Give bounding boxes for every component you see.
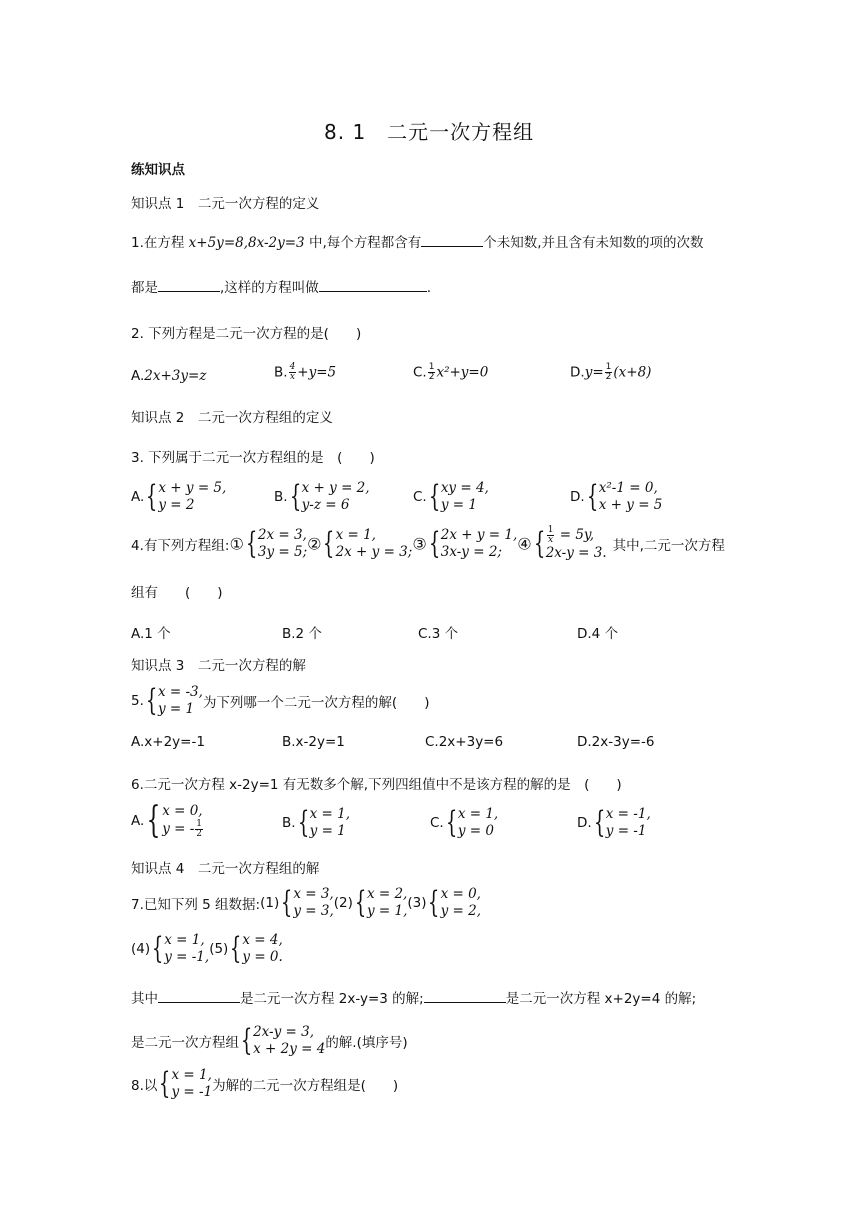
option-4c: C.3 个 (418, 626, 459, 642)
question-6-stem: 6.二元一次方程 x-2y=1 有无数多个解,下列四组值中不是该方程的解的是 ( ) (131, 777, 622, 793)
question-1-line-1: 1.在方程 x+5y=8,8x-2y=3 中,每个方程都含有 个未知数,并且含有未知数的项的次数 (131, 235, 704, 251)
option-2a: A.2x+3y=z (131, 368, 207, 384)
option-6d: D. { x = -1, y = -1 (577, 805, 651, 840)
blank[interactable] (421, 234, 483, 247)
option-6b: B. { x = 1, y = 1 (282, 805, 351, 840)
question-7-line-1: 7.已知下列 5 组数据:(1) { x = 3, y = 3, (2) { x = 2, y = 1, (3) { x = 0, y = 2, (131, 885, 481, 920)
option-2d: D.y= $\frac{1}{2}$ (x+8) (570, 362, 652, 382)
blank[interactable] (424, 990, 506, 1003)
option-2c: C. $\frac{1}{2}$ x²+y=0 (413, 362, 489, 382)
option-3d: D. { x²-1 = 0, x + y = 5 (570, 479, 663, 514)
option-4a: A.1 个 (131, 626, 171, 642)
question-8-stem: 8.以 { x = 1, y = -1 为解的二元一次方程组是( ) (131, 1066, 399, 1101)
section-heading: 练知识点 (131, 162, 185, 178)
question-7-line-2: (4) { x = 1, y = -1, (5) { x = 4, y = 0. (131, 931, 283, 966)
question-1-line-2: 都是 ,这样的方程叫做 . (131, 280, 432, 296)
option-2b: B. $\frac{4}{x}$ +y=5 (274, 362, 337, 382)
question-3-stem: 3. 下列属于二元一次方程组的是 ( ) (131, 450, 375, 466)
blank[interactable] (158, 990, 240, 1003)
knowledge-point-3: 知识点 3 二元一次方程的解 (131, 658, 306, 674)
question-5-stem: 5. { x = -3, y = 1 为下列哪一个二元一次方程的解( ) (131, 683, 430, 718)
knowledge-point-1: 知识点 1 二元一次方程的定义 (131, 196, 320, 212)
question-4-line-1: 4.有下列方程组:① { 2x = 3, 3y = 5; ② { x = 1, 2x + y = 3; ③ { 2x + y = 1, 3x-y = 2; ④ { $\frac{1}{x}$ = 5y, 2x-y = 3. 其中,二元一次方程 (131, 525, 725, 561)
option-3a: A. { x + y = 5, y = 2 (131, 479, 227, 514)
option-5d: D.2x-3y=-6 (577, 734, 655, 750)
option-5a: A.x+2y=-1 (131, 734, 205, 750)
option-6a: A. { x = 0, y = - $\frac{1}{2}$ (131, 800, 203, 841)
option-5b: B.x-2y=1 (282, 734, 345, 750)
question-2-stem: 2. 下列方程是二元一次方程的是( ) (131, 326, 362, 342)
knowledge-point-2: 知识点 2 二元一次方程组的定义 (131, 410, 333, 426)
option-4d: D.4 个 (577, 626, 619, 642)
option-3b: B. { x + y = 2, y-z = 6 (274, 479, 370, 514)
question-4-line-2: 组有 ( ) (131, 585, 223, 601)
option-6c: C. { x = 1, y = 0 (430, 805, 499, 840)
question-7-line-4: 是二元一次方程组 { 2x-y = 3, x + 2y = 4 的解.(填序号) (131, 1023, 408, 1058)
option-4b: B.2 个 (282, 626, 322, 642)
knowledge-point-4: 知识点 4 二元一次方程组的解 (131, 861, 320, 877)
option-5c: C.2x+3y=6 (425, 734, 504, 750)
blank[interactable] (319, 279, 427, 292)
blank[interactable] (158, 279, 220, 292)
question-7-line-3: 其中 是二元一次方程 2x-y=3 的解; 是二元一次方程 x+2y=4 的解; (131, 991, 697, 1007)
option-3c: C. { xy = 4, y = 1 (413, 479, 489, 514)
page-title: 8. 1 二元一次方程组 (324, 120, 535, 144)
